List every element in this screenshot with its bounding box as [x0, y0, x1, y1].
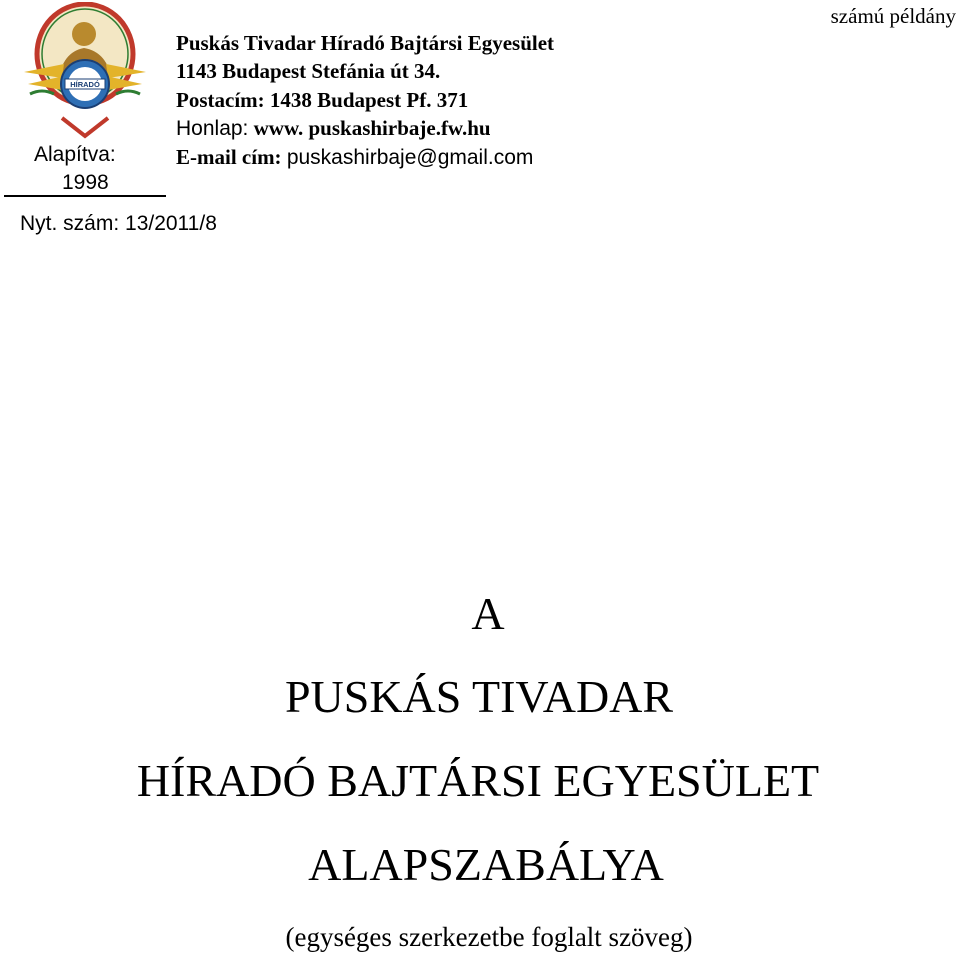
street-address: 1143 Budapest Stefánia út 34.: [176, 59, 441, 83]
copy-number-note: számú példány: [830, 4, 956, 28]
title-line-1: A: [471, 588, 505, 639]
document-subtitle: (egységes szerkezetbe foglalt szöveg): [285, 922, 693, 952]
title-line-4: ALAPSZABÁLYA: [308, 839, 664, 890]
registration-number: Nyt. szám: 13/2011/8: [20, 212, 217, 235]
homepage-label: Honlap:: [176, 117, 249, 140]
association-emblem: [22, 2, 148, 140]
founded-label: Alapítva:: [34, 143, 116, 166]
org-name: Puskás Tivadar Híradó Bajtársi Egyesület: [176, 31, 555, 55]
svg-text:HÍRADÓ: HÍRADÓ: [70, 80, 100, 89]
homepage-line: [176, 115, 491, 142]
divider: [4, 195, 166, 197]
email-address: puskashirbaje@gmail.com: [286, 146, 534, 169]
homepage-url: www. puskashirbaje.fw.hu: [253, 116, 491, 140]
email-line: [176, 144, 533, 171]
founded-year: 1998: [62, 171, 109, 194]
title-line-3: HÍRADÓ BAJTÁRSI EGYESÜLET: [136, 755, 820, 806]
title-line-2: PUSKÁS TIVADAR: [284, 671, 674, 722]
email-label: E-mail cím:: [176, 145, 282, 169]
postal-address: Postacím: 1438 Budapest Pf. 371: [176, 88, 469, 112]
